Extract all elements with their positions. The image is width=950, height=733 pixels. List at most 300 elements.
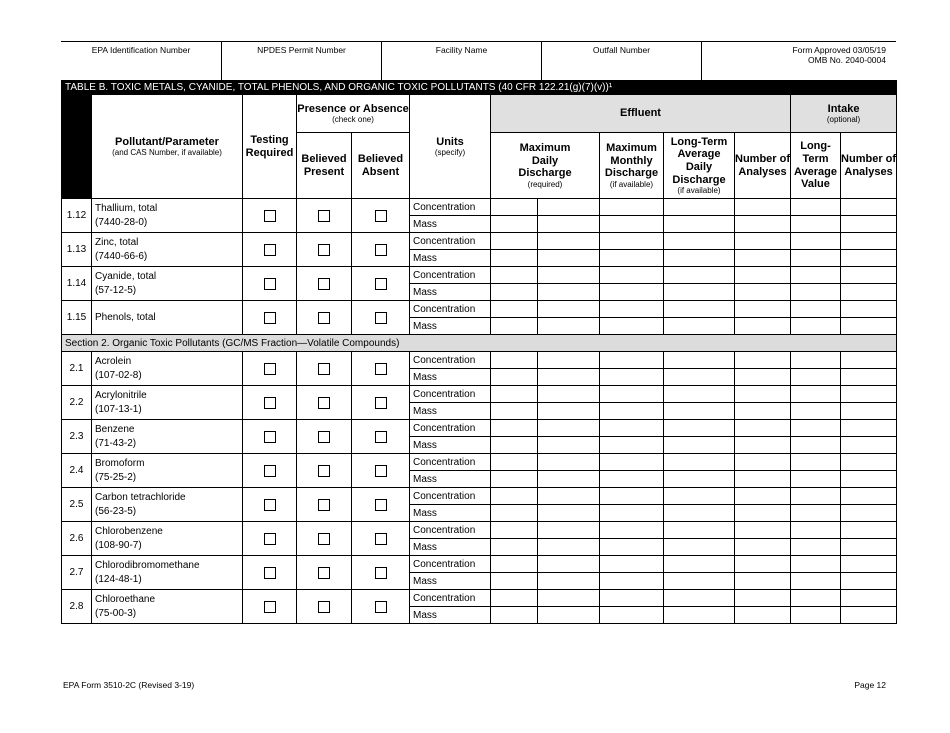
max-monthly-input[interactable] [664, 437, 735, 454]
max-daily-header [491, 133, 600, 199]
intake-lt-avg-input[interactable] [841, 403, 897, 420]
max-monthly-input[interactable] [664, 318, 735, 335]
pollutant-name-cell [92, 590, 243, 624]
max-daily-input-2[interactable] [600, 369, 664, 386]
intake-lt-avg-input[interactable] [841, 216, 897, 233]
table-row [62, 386, 897, 403]
pollutant-name: Acrylonitrile [95, 389, 147, 401]
max-monthly-input[interactable] [664, 284, 735, 301]
unit-value-input[interactable] [491, 539, 538, 556]
testing-required-checkbox[interactable] [264, 397, 276, 409]
pollutant-name-cell [92, 267, 243, 301]
max-daily-input[interactable] [538, 301, 600, 318]
testing-required-checkbox-cell [243, 522, 297, 556]
long-term-label: Long-Term Average Daily Discharge [670, 135, 728, 186]
long-term-avg-input[interactable] [735, 301, 791, 318]
long-term-avg-input[interactable] [735, 284, 791, 301]
pollutant-number: 2.4 [62, 454, 92, 488]
concentration-label: Concentration [410, 556, 491, 573]
table-title: TABLE B. TOXIC METALS, CYANIDE, TOTAL PHENOLS, AND ORGANIC TOXIC POLLUTANTS (40 CFR 122.21(g)(7)(v))¹ [62, 81, 897, 95]
intake-lt-avg-input[interactable] [841, 505, 897, 522]
believed-absent-checkbox-cell [352, 267, 410, 301]
believed-present-checkbox[interactable] [318, 363, 330, 375]
effluent-label: Effluent [620, 107, 661, 120]
concentration-label: Concentration [410, 301, 491, 318]
unit-value-input[interactable] [491, 420, 538, 437]
long-term-avg-input[interactable] [735, 539, 791, 556]
concentration-label: Concentration [410, 233, 491, 250]
max-monthly-input[interactable] [664, 556, 735, 573]
num-analyses-input[interactable] [791, 505, 841, 522]
max-daily-input-2[interactable] [600, 318, 664, 335]
pollutant-name: Thallium, total [95, 202, 158, 214]
num-analyses-input[interactable] [791, 522, 841, 539]
pollutant-number: 2.3 [62, 420, 92, 454]
num-analyses-input[interactable] [791, 216, 841, 233]
max-monthly-input[interactable] [664, 488, 735, 505]
max-daily-input-2[interactable] [600, 437, 664, 454]
cas-number: (71-43-2) [95, 437, 137, 449]
pollutant-number: 2.2 [62, 386, 92, 420]
mass-label: Mass [410, 216, 491, 233]
believed-absent-checkbox[interactable] [375, 533, 387, 545]
believed-present-checkbox-cell [297, 199, 352, 233]
max-monthly-input[interactable] [664, 369, 735, 386]
intake-lt-avg-input[interactable] [841, 284, 897, 301]
max-monthly-input[interactable] [664, 590, 735, 607]
pollutant-name-cell [92, 556, 243, 590]
num-analyses-input[interactable] [791, 471, 841, 488]
cas-number: (57-12-5) [95, 284, 137, 296]
long-term-avg-input[interactable] [735, 522, 791, 539]
max-daily-input-2[interactable] [600, 454, 664, 471]
mass-label: Mass [410, 369, 491, 386]
unit-value-input[interactable] [491, 471, 538, 488]
table-row [62, 301, 897, 318]
max-daily-input-2[interactable] [600, 505, 664, 522]
believed-present-checkbox[interactable] [318, 533, 330, 545]
number-column-header [62, 95, 92, 199]
mass-label: Mass [410, 607, 491, 624]
intake-lt-avg-input[interactable] [841, 369, 897, 386]
num-analyses-input[interactable] [791, 437, 841, 454]
unit-value-input[interactable] [491, 386, 538, 403]
unit-value-input[interactable] [491, 607, 538, 624]
testing-required-checkbox[interactable] [264, 533, 276, 545]
max-monthly-input[interactable] [664, 539, 735, 556]
max-daily-input[interactable] [538, 454, 600, 471]
testing-required-checkbox-cell [243, 301, 297, 335]
unit-value-input[interactable] [491, 590, 538, 607]
presence-header [297, 95, 410, 133]
max-daily-input-2[interactable] [600, 471, 664, 488]
intake-lt-avg-input[interactable] [841, 267, 897, 284]
facility-field[interactable] [382, 42, 542, 80]
max-monthly-input[interactable] [664, 505, 735, 522]
unit-value-input[interactable] [491, 267, 538, 284]
max-daily-input[interactable] [538, 318, 600, 335]
long-term-avg-input[interactable] [735, 556, 791, 573]
long-term-avg-input[interactable] [735, 420, 791, 437]
num-analyses-input[interactable] [791, 352, 841, 369]
max-monthly-label: Maximum Monthly Discharge [604, 141, 659, 180]
max-daily-input[interactable] [538, 233, 600, 250]
unit-value-input[interactable] [491, 369, 538, 386]
long-term-avg-input[interactable] [735, 437, 791, 454]
intake-lt-avg-input[interactable] [841, 522, 897, 539]
intake-num-analyses-header [841, 133, 897, 199]
testing-required-checkbox-cell [243, 420, 297, 454]
intake-sub: (optional) [826, 115, 861, 125]
intake-lt-avg-input[interactable] [841, 437, 897, 454]
outfall-field[interactable] [542, 42, 702, 80]
max-daily-input[interactable] [538, 471, 600, 488]
max-daily-input-2[interactable] [600, 352, 664, 369]
believed-absent-checkbox[interactable] [375, 363, 387, 375]
long-term-avg-input[interactable] [735, 454, 791, 471]
long-term-avg-input[interactable] [735, 471, 791, 488]
max-daily-input-2[interactable] [600, 590, 664, 607]
intake-lt-avg-input[interactable] [841, 250, 897, 267]
max-monthly-input[interactable] [664, 386, 735, 403]
believed-absent-checkbox[interactable] [375, 431, 387, 443]
unit-value-input[interactable] [491, 199, 538, 216]
unit-value-input[interactable] [491, 488, 538, 505]
max-daily-input[interactable] [538, 556, 600, 573]
unit-value-input[interactable] [491, 250, 538, 267]
max-daily-input-2[interactable] [600, 488, 664, 505]
max-daily-input-2[interactable] [600, 233, 664, 250]
believed-absent-checkbox[interactable] [375, 465, 387, 477]
max-daily-input[interactable] [538, 352, 600, 369]
intake-lt-avg-input[interactable] [841, 318, 897, 335]
testing-required-checkbox-cell [243, 488, 297, 522]
believed-absent-checkbox[interactable] [375, 397, 387, 409]
num-analyses-input[interactable] [791, 318, 841, 335]
believed-absent-checkbox[interactable] [375, 312, 387, 324]
testing-required-checkbox-cell [243, 199, 297, 233]
max-monthly-input[interactable] [664, 301, 735, 318]
npdes-field[interactable] [222, 42, 382, 80]
testing-required-checkbox-cell [243, 352, 297, 386]
believed-present-checkbox-cell [297, 301, 352, 335]
intake-lt-avg-input[interactable] [841, 488, 897, 505]
unit-value-input[interactable] [491, 216, 538, 233]
max-monthly-input[interactable] [664, 573, 735, 590]
testing-required-checkbox[interactable] [264, 210, 276, 222]
concentration-label: Concentration [410, 386, 491, 403]
max-daily-input[interactable] [538, 522, 600, 539]
max-daily-input[interactable] [538, 590, 600, 607]
unit-value-input[interactable] [491, 233, 538, 250]
pollutant-number: 2.6 [62, 522, 92, 556]
max-monthly-sub: (if available) [609, 179, 654, 189]
pollutant-number: 2.7 [62, 556, 92, 590]
long-term-avg-input[interactable] [735, 386, 791, 403]
units-label: Units [436, 135, 464, 148]
max-monthly-input[interactable] [664, 420, 735, 437]
intake-lt-avg-input[interactable] [841, 471, 897, 488]
intake-lt-avg-input[interactable] [841, 233, 897, 250]
unit-value-input[interactable] [491, 505, 538, 522]
believed-present-checkbox[interactable] [318, 601, 330, 613]
believed-absent-header [352, 133, 410, 199]
intake-lt-avg-input[interactable] [841, 454, 897, 471]
num-analyses-input[interactable] [791, 590, 841, 607]
max-daily-input[interactable] [538, 539, 600, 556]
testing-required-checkbox[interactable] [264, 499, 276, 511]
max-daily-input[interactable] [538, 284, 600, 301]
believed-absent-label: Believed Absent [357, 152, 404, 178]
omb-number: OMB No. 2040-0004 [808, 55, 886, 65]
believed-absent-checkbox-cell [352, 590, 410, 624]
max-daily-input-2[interactable] [600, 420, 664, 437]
max-daily-input-2[interactable] [600, 573, 664, 590]
max-daily-input[interactable] [538, 403, 600, 420]
form-number: EPA Form 3510-2C (Revised 3-19) [63, 680, 195, 690]
intake-lt-avg-input[interactable] [841, 386, 897, 403]
section-2-title: Section 2. Organic Toxic Pollutants (GC/MS Fraction—Volatile Compounds) [62, 335, 897, 352]
table-row [62, 267, 897, 284]
long-term-avg-input[interactable] [735, 403, 791, 420]
believed-present-checkbox[interactable] [318, 312, 330, 324]
form-header [61, 41, 896, 81]
testing-required-checkbox[interactable] [264, 312, 276, 324]
unit-value-input[interactable] [491, 437, 538, 454]
mass-label: Mass [410, 403, 491, 420]
cas-number: (7440-28-0) [95, 216, 148, 228]
believed-present-checkbox[interactable] [318, 567, 330, 579]
lt-avg-value-header [791, 133, 841, 199]
cas-number: (107-02-8) [95, 369, 142, 381]
table-row [62, 488, 897, 505]
testing-required-label: Testing Required [245, 133, 294, 159]
cas-number: (56-23-5) [95, 505, 137, 517]
max-daily-input-2[interactable] [600, 267, 664, 284]
believed-absent-checkbox[interactable] [375, 499, 387, 511]
num-analyses-input[interactable] [791, 301, 841, 318]
concentration-label: Concentration [410, 522, 491, 539]
num-analyses-input[interactable] [791, 488, 841, 505]
max-daily-input[interactable] [538, 488, 600, 505]
believed-absent-checkbox-cell [352, 352, 410, 386]
units-header [410, 95, 491, 199]
concentration-label: Concentration [410, 454, 491, 471]
max-daily-input-2[interactable] [600, 386, 664, 403]
max-monthly-header [600, 133, 664, 199]
form-approval [702, 42, 896, 80]
max-daily-input[interactable] [538, 369, 600, 386]
believed-absent-checkbox[interactable] [375, 601, 387, 613]
pollutant-number: 2.1 [62, 352, 92, 386]
intake-lt-avg-input[interactable] [841, 607, 897, 624]
max-monthly-input[interactable] [664, 403, 735, 420]
testing-required-checkbox-cell [243, 233, 297, 267]
long-term-avg-input[interactable] [735, 505, 791, 522]
npdes-label: NPDES Permit Number [257, 45, 346, 55]
max-daily-input-2[interactable] [600, 556, 664, 573]
max-daily-input-2[interactable] [600, 216, 664, 233]
unit-value-input[interactable] [491, 352, 538, 369]
max-daily-input[interactable] [538, 607, 600, 624]
believed-present-checkbox[interactable] [318, 278, 330, 290]
believed-present-checkbox[interactable] [318, 397, 330, 409]
unit-value-input[interactable] [491, 522, 538, 539]
believed-present-checkbox[interactable] [318, 499, 330, 511]
max-monthly-input[interactable] [664, 522, 735, 539]
believed-absent-checkbox-cell [352, 488, 410, 522]
long-term-avg-input[interactable] [735, 607, 791, 624]
max-daily-input[interactable] [538, 573, 600, 590]
unit-value-input[interactable] [491, 556, 538, 573]
num-analyses-input[interactable] [791, 556, 841, 573]
max-daily-input-2[interactable] [600, 199, 664, 216]
max-monthly-input[interactable] [664, 216, 735, 233]
pollutant-name: Bromoform [95, 457, 145, 469]
max-monthly-input[interactable] [664, 471, 735, 488]
long-term-avg-input[interactable] [735, 488, 791, 505]
unit-value-input[interactable] [491, 454, 538, 471]
testing-required-checkbox[interactable] [264, 465, 276, 477]
mass-label: Mass [410, 250, 491, 267]
intake-lt-avg-input[interactable] [841, 301, 897, 318]
believed-present-checkbox-cell [297, 522, 352, 556]
max-daily-input-2[interactable] [600, 522, 664, 539]
believed-absent-checkbox-cell [352, 301, 410, 335]
num-analyses-input[interactable] [791, 233, 841, 250]
pollutant-name: Zinc, total [95, 236, 139, 248]
max-daily-input[interactable] [538, 216, 600, 233]
max-daily-input-2[interactable] [600, 301, 664, 318]
testing-required-checkbox[interactable] [264, 431, 276, 443]
max-daily-input[interactable] [538, 199, 600, 216]
epa-id-field[interactable] [61, 42, 222, 80]
long-term-avg-input[interactable] [735, 267, 791, 284]
facility-label: Facility Name [435, 45, 488, 55]
intake-lt-avg-input[interactable] [841, 539, 897, 556]
intake-lt-avg-input[interactable] [841, 420, 897, 437]
long-term-avg-input[interactable] [735, 250, 791, 267]
long-term-avg-input[interactable] [735, 573, 791, 590]
believed-absent-checkbox-cell [352, 420, 410, 454]
long-term-header [664, 133, 735, 199]
presence-sub: (check one) [332, 115, 374, 125]
table-row [62, 233, 897, 250]
testing-required-checkbox[interactable] [264, 244, 276, 256]
num-analyses-input[interactable] [791, 386, 841, 403]
num-analyses-input[interactable] [791, 267, 841, 284]
believed-absent-checkbox[interactable] [375, 567, 387, 579]
max-daily-input-2[interactable] [600, 607, 664, 624]
num-analyses-input[interactable] [791, 573, 841, 590]
long-term-avg-input[interactable] [735, 199, 791, 216]
num-analyses-input[interactable] [791, 403, 841, 420]
testing-required-checkbox[interactable] [264, 567, 276, 579]
long-term-avg-input[interactable] [735, 369, 791, 386]
believed-present-checkbox[interactable] [318, 465, 330, 477]
pollutant-name: Cyanide, total [95, 270, 157, 282]
num-analyses-input[interactable] [791, 420, 841, 437]
max-daily-input[interactable] [538, 267, 600, 284]
concentration-label: Concentration [410, 352, 491, 369]
num-analyses-input[interactable] [791, 199, 841, 216]
intake-lt-avg-input[interactable] [841, 199, 897, 216]
pollutant-name: Benzene [95, 423, 135, 435]
believed-present-checkbox-cell [297, 352, 352, 386]
max-daily-input[interactable] [538, 420, 600, 437]
max-monthly-input[interactable] [664, 607, 735, 624]
believed-present-checkbox-cell [297, 556, 352, 590]
max-monthly-input[interactable] [664, 267, 735, 284]
believed-absent-checkbox[interactable] [375, 244, 387, 256]
believed-absent-checkbox[interactable] [375, 210, 387, 222]
believed-present-checkbox-cell [297, 267, 352, 301]
intake-lt-avg-input[interactable] [841, 352, 897, 369]
outfall-label: Outfall Number [592, 45, 651, 55]
num-analyses-input[interactable] [791, 539, 841, 556]
testing-required-checkbox[interactable] [264, 601, 276, 613]
max-monthly-input[interactable] [664, 233, 735, 250]
max-monthly-input[interactable] [664, 454, 735, 471]
max-daily-input-2[interactable] [600, 403, 664, 420]
num-analyses-input[interactable] [791, 250, 841, 267]
max-daily-input-2[interactable] [600, 250, 664, 267]
max-daily-input[interactable] [538, 250, 600, 267]
testing-required-checkbox-cell [243, 267, 297, 301]
believed-present-checkbox[interactable] [318, 210, 330, 222]
long-term-avg-input[interactable] [735, 233, 791, 250]
pollutant-name-cell [92, 522, 243, 556]
pollutant-name: Phenols, total [95, 311, 156, 323]
testing-required-checkbox[interactable] [264, 363, 276, 375]
unit-value-input[interactable] [491, 284, 538, 301]
long-term-avg-input[interactable] [735, 318, 791, 335]
long-term-avg-input[interactable] [735, 590, 791, 607]
max-daily-input-2[interactable] [600, 284, 664, 301]
testing-required-checkbox[interactable] [264, 278, 276, 290]
mass-label: Mass [410, 505, 491, 522]
max-daily-input-2[interactable] [600, 539, 664, 556]
unit-value-input[interactable] [491, 301, 538, 318]
believed-present-checkbox[interactable] [318, 431, 330, 443]
believed-absent-checkbox-cell [352, 233, 410, 267]
max-monthly-input[interactable] [664, 199, 735, 216]
max-daily-input[interactable] [538, 505, 600, 522]
believed-present-checkbox[interactable] [318, 244, 330, 256]
max-monthly-input[interactable] [664, 250, 735, 267]
pollutant-name: Carbon tetrachloride [95, 491, 186, 503]
believed-present-checkbox-cell [297, 386, 352, 420]
max-monthly-input[interactable] [664, 352, 735, 369]
num-analyses-input[interactable] [791, 369, 841, 386]
unit-value-input[interactable] [491, 573, 538, 590]
num-analyses-input[interactable] [791, 607, 841, 624]
num-analyses-input[interactable] [791, 284, 841, 301]
max-daily-input[interactable] [538, 437, 600, 454]
intake-lt-avg-input[interactable] [841, 556, 897, 573]
effluent-header [491, 95, 791, 133]
intake-lt-avg-input[interactable] [841, 573, 897, 590]
believed-absent-checkbox[interactable] [375, 278, 387, 290]
unit-value-input[interactable] [491, 403, 538, 420]
intake-lt-avg-input[interactable] [841, 590, 897, 607]
long-term-avg-input[interactable] [735, 216, 791, 233]
unit-value-input[interactable] [491, 318, 538, 335]
num-analyses-label: Number of Analyses [735, 152, 790, 178]
max-daily-input[interactable] [538, 386, 600, 403]
long-term-avg-input[interactable] [735, 352, 791, 369]
num-analyses-input[interactable] [791, 454, 841, 471]
